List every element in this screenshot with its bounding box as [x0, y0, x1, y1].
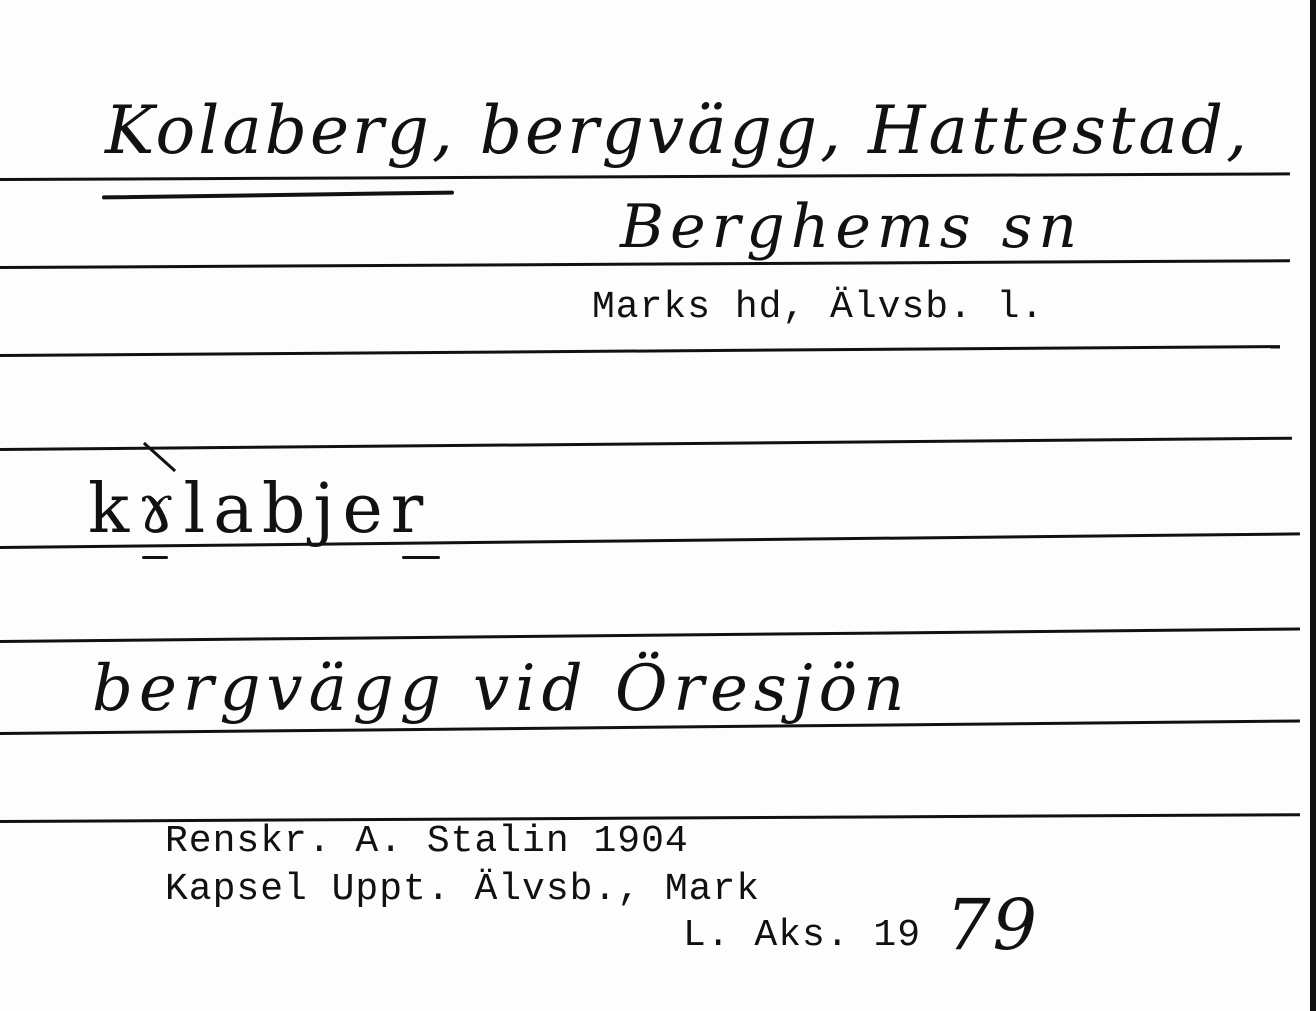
- heading-underline: [102, 191, 454, 200]
- ruled-line: [0, 172, 1290, 181]
- dialect-pronunciation: kɤlabjer: [88, 470, 432, 549]
- card-edge: [1310, 0, 1316, 1011]
- district-line: Marks hd, Älvsb. l.: [592, 286, 1045, 329]
- ruled-line: [0, 437, 1292, 451]
- handwritten-heading-line1: Kolaberg, bergvägg, Hattestad,: [105, 92, 1250, 169]
- length-mark: [142, 556, 168, 559]
- ruled-line: [0, 628, 1300, 643]
- source-line2: Kapsel Uppt. Älvsb., Mark: [165, 868, 761, 911]
- handwritten-heading-line2: Berghems sn: [620, 192, 1084, 262]
- ruled-line: [0, 345, 1280, 357]
- length-mark: [402, 556, 440, 559]
- source-line1: Renskr. A. Stalin 1904: [165, 820, 689, 863]
- meaning-line: bergvägg vid Öresjön: [92, 652, 911, 726]
- accession-prefix: L. Aks. 19: [683, 914, 922, 957]
- accession-year-handwritten: 79: [946, 884, 1040, 966]
